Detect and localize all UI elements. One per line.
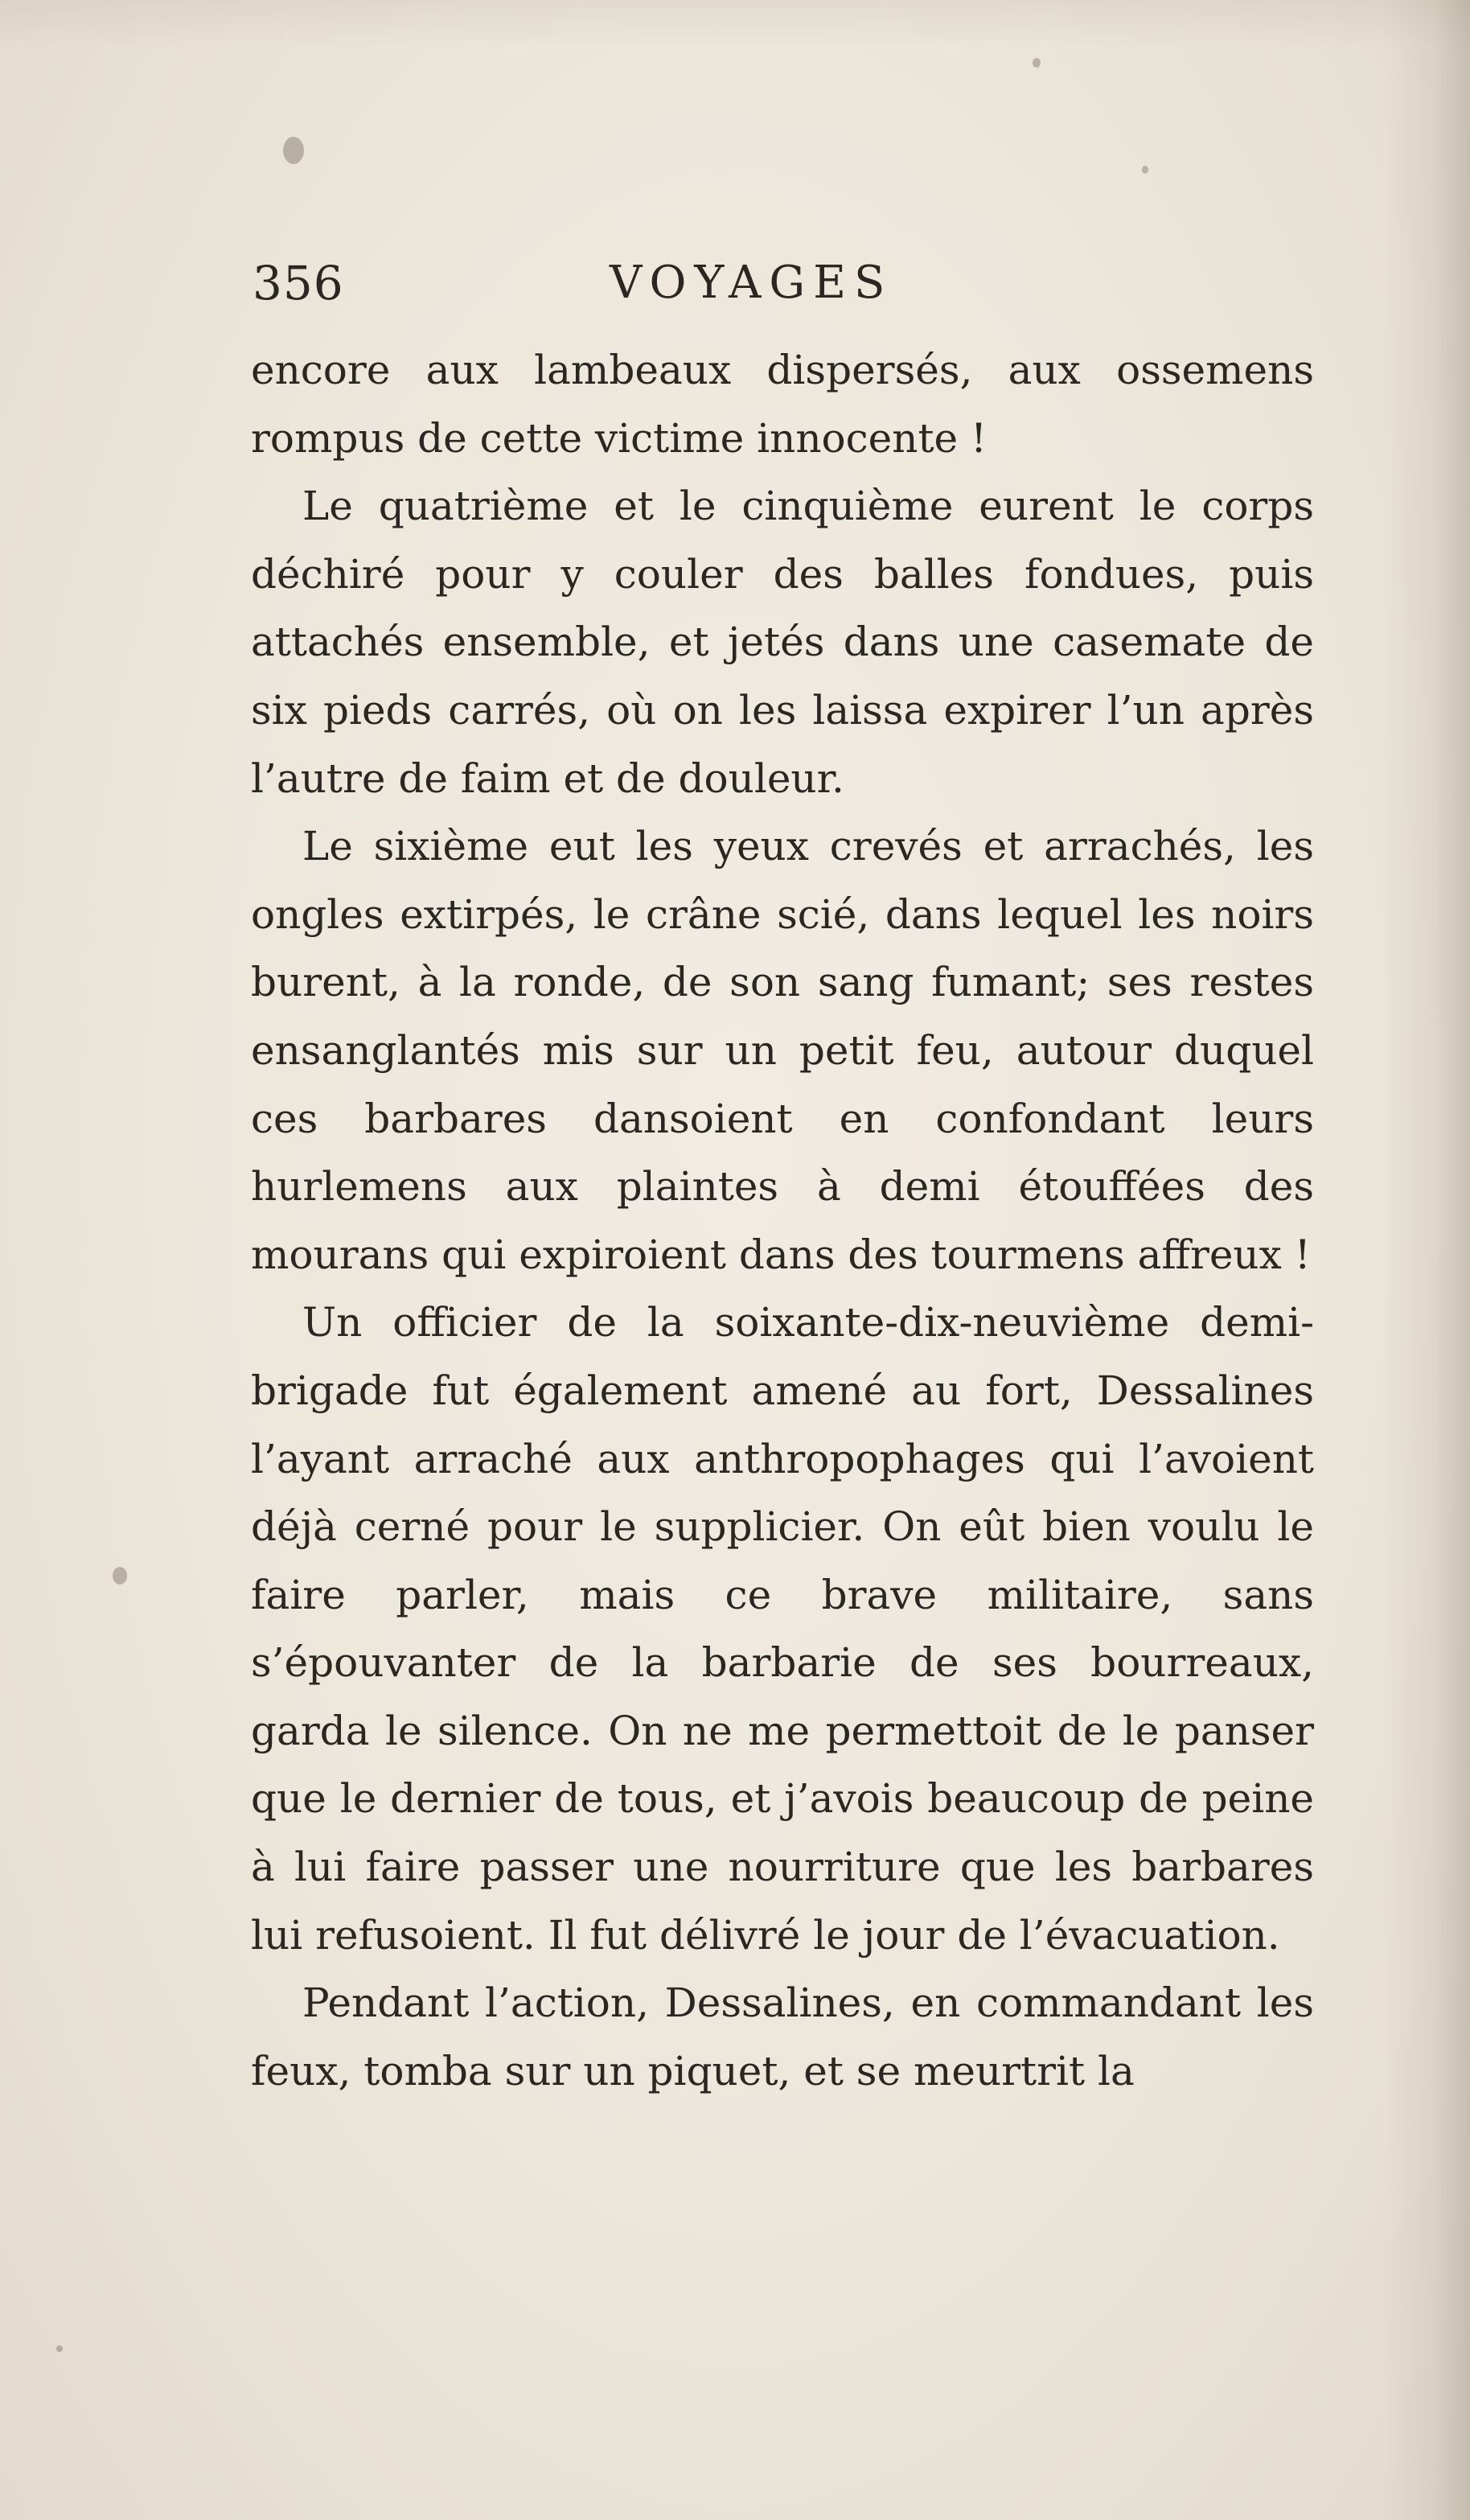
- paper-speck: [56, 2345, 63, 2352]
- paper-speck: [1142, 166, 1148, 174]
- paper-speck: [283, 137, 304, 164]
- paragraph: Pendant l’action, Dessalines, en commandant les feux, tomba sur un piquet, et se meurtrit la: [251, 1979, 1314, 2095]
- paragraph: Le sixième eut les yeux crevés et arrachés, les ongles extirpés, le crâne scié, dans lequel les noirs burent, à la ronde, de son sang fumant; ses restes ensanglantés mis sur un petit feu, autour duquel ces barbares dansoient en confondant leurs hurlemens aux plaintes à demi étouffées des mourans qui expiroient dans des tourmens affreux !: [251, 823, 1314, 1278]
- page-header: [253, 251, 1314, 315]
- page-edge-shadow-top: [0, 0, 1470, 48]
- paper-speck: [1033, 58, 1041, 68]
- paragraph: Le quatrième et le cinquième eurent le corps déchiré pour y couler des balles fondues, puis attachés ensemble, et jetés dans une casemate de six pieds carrés, où on les laissa expirer l’un après l’autre de faim et de douleur.: [251, 483, 1314, 802]
- body-text: [251, 336, 1314, 2202]
- paragraph: Un officier de la soixante-dix-neuvième demi-brigade fut également amené au fort, Dessalines l’ayant arraché aux anthropophages qui l’avoient déjà cerné pour le supplicier. On eût bien voulu le faire parler, mais ce brave militaire, sans s’épouvanter de la barbarie de ses bourreaux, garda le silence. On ne me permettoit de le panser que le dernier de tous, et j’avois beaucoup de peine à lui faire passer une nourriture que les barbares lui refusoient. Il fut délivré le jour de l’évacuation.: [251, 1299, 1314, 1959]
- paper-speck: [113, 1567, 127, 1585]
- running-head: VOYAGES: [610, 257, 893, 309]
- page-number: 356: [253, 256, 344, 310]
- paragraph-continued: encore aux lambeaux dispersés, aux ossemens rompus de cette victime innocente !: [251, 347, 1314, 462]
- page-edge-shadow-right: [1382, 0, 1470, 2520]
